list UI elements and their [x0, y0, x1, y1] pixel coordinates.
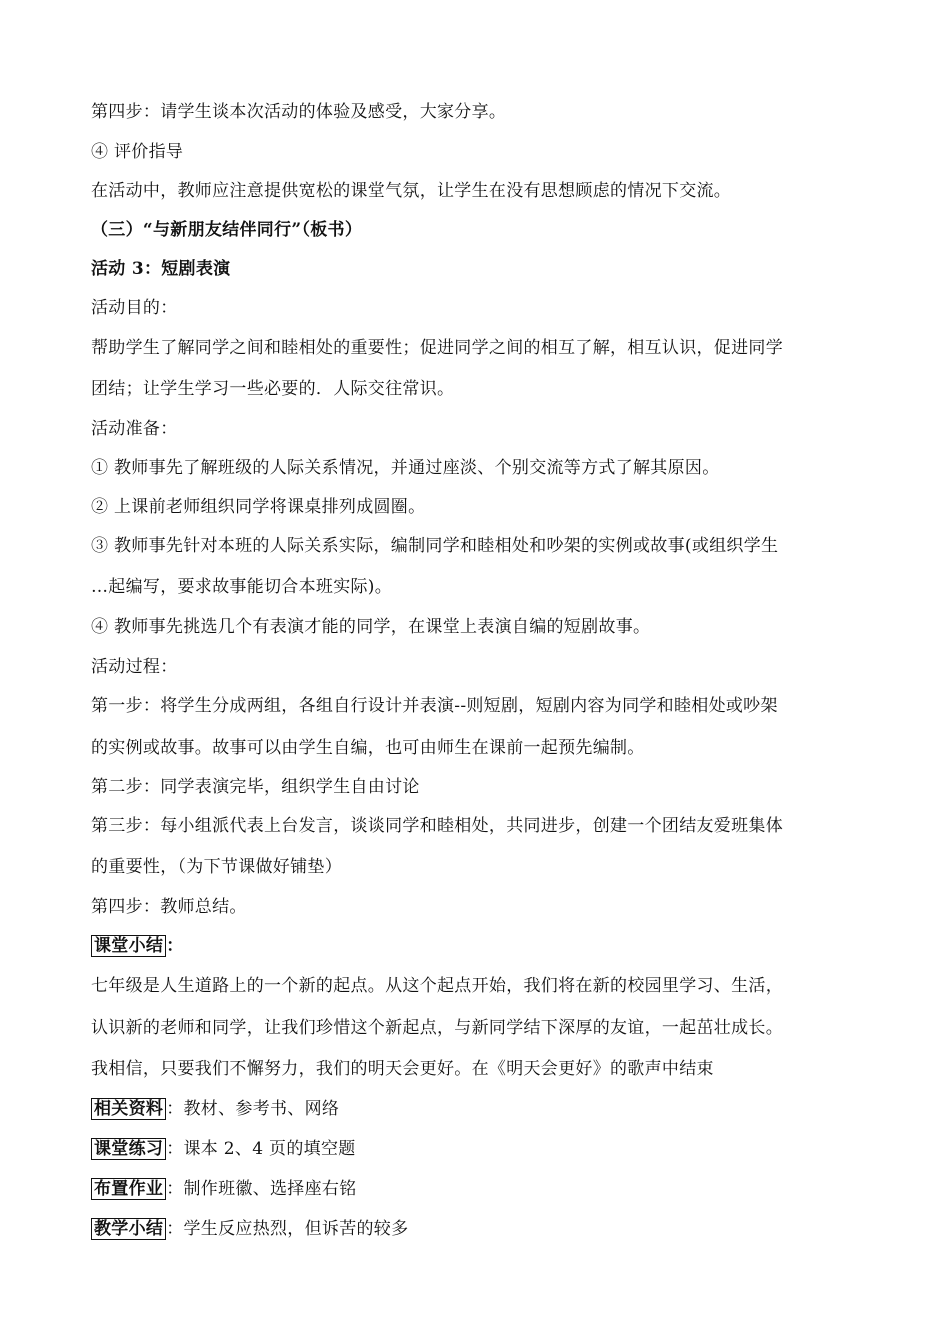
exercise-label: 课堂练习 [91, 1138, 166, 1160]
step4-share-text: 第四步：请学生谈本次活动的体验及感受，大家分享。 [91, 102, 507, 122]
process-step2: 第二步：同学表演完毕，组织学生自由讨论 [91, 777, 420, 797]
process-step1a: 第一步：将学生分成两组，各组自行设计并表演--则短剧，短剧内容为同学和睦相处或吵架 [91, 696, 778, 716]
teaching-summary-label: 教学小结 [91, 1218, 166, 1240]
process-step4: 第四步：教师总结。 [91, 897, 247, 917]
materials-label: 相关资料 [91, 1098, 166, 1120]
class-summary-row [91, 934, 184, 958]
prep-item-1: ① 教师事先了解班级的人际关系情况，并通过座淡、个别交流等方式了解其原因。 [91, 458, 720, 478]
process-step3a: 第三步：每小组派代表上台发言，谈谈同学和睦相处，共同进步，创建一个团结友爱班集体 [91, 816, 783, 836]
process-step1b: 的实例或故事。故事可以由学生自编，也可由师生在课前一起预先编制。 [91, 738, 645, 758]
materials-value: ：教材、参考书、网络 [166, 1099, 340, 1119]
exercise-value: ：课本 2、4 页的填空题 [166, 1139, 356, 1159]
prep-item-4: ④ 教师事先挑选几个有表演才能的同学，在课堂上表演自编的短剧故事。 [91, 617, 651, 637]
evaluation-heading: ④ 评价指导 [91, 142, 184, 162]
summary-text-3: 我相信，只要我们不懈努力，我们的明天会更好。在《明天会更好》的歌声中结束 [91, 1059, 714, 1079]
evaluation-text: 在活动中，教师应注意提供宽松的课堂气氛，让学生在没有思想顾虑的情况下交流。 [91, 181, 732, 201]
summary-text-1: 七年级是人生道路上的一个新的起点。从这个起点开始，我们将在新的校园里学习、生活， [91, 976, 783, 996]
prep-item-2: ② 上课前老师组织同学将课桌排列成圆圈。 [91, 497, 426, 517]
activity-purpose-text-2: 团结；让学生学习一些必要的．人际交往常识。 [91, 379, 455, 399]
materials-row [91, 1097, 339, 1121]
process-step3b: 的重要性，（为下节课做好铺垫） [91, 857, 342, 877]
summary-text-2: 认识新的老师和同学，让我们珍惜这个新起点，与新同学结下深厚的友谊，一起茁壮成长。 [91, 1018, 783, 1038]
class-summary-colon: ： [166, 936, 184, 956]
activity-purpose-label: 活动目的： [91, 298, 178, 318]
homework-value: ：制作班徽、选择座右铭 [166, 1179, 357, 1199]
activity-prep-label: 活动准备： [91, 419, 178, 439]
prep-item-3a: ③ 教师事先针对本班的人际关系实际，编制同学和睦相处和吵架的实例或故事(或组织学生 [91, 536, 779, 556]
homework-label: 布置作业 [91, 1178, 166, 1200]
activity-process-label: 活动过程： [91, 657, 178, 677]
exercise-row [91, 1137, 356, 1161]
homework-row [91, 1177, 357, 1201]
prep-item-3b: …起编写，要求故事能切合本班实际)。 [91, 577, 393, 597]
teaching-summary-row [91, 1217, 408, 1241]
class-summary-label: 课堂小结 [91, 935, 166, 957]
section-heading-3: （三）“与新朋友结伴同行”（板书） [91, 220, 363, 240]
activity3-heading: 活动 3：短剧表演 [91, 259, 231, 279]
teaching-summary-value: ：学生反应热烈，但诉苦的较多 [166, 1219, 409, 1239]
activity-purpose-text-1: 帮助学生了解同学之间和睦相处的重要性；促进同学之间的相互了解，相互认识，促进同学 [91, 338, 783, 358]
